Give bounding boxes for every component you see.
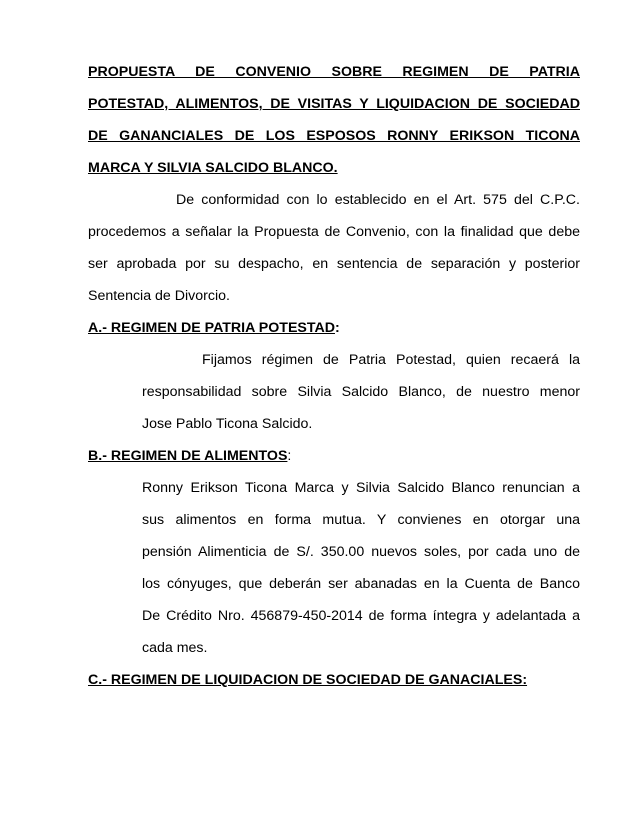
intro-line-1: De conformidad con lo establecido en el Art. 575 del C.P.C. [176,192,580,208]
section-b-line-4: los cónyuges, que deberán ser abanadas en la Cuenta de Banco [142,576,580,592]
section-b-line-5: De Crédito Nro. 456879-450-2014 de forma íntegra y adelantada a [142,608,580,624]
title-line-4: MARCA Y SILVIA SALCIDO BLANCO. [88,160,338,176]
section-b-line-6: cada mes. [142,640,208,656]
section-a-line-2: responsabilidad sobre Silvia Salcido Blanco, de nuestro menor [142,384,580,400]
intro-paragraph [88,184,580,312]
section-b-heading [88,440,580,472]
section-a-heading [88,312,580,344]
section-b-heading-text: B.- REGIMEN DE ALIMENTOS [88,448,288,464]
intro-line-2: procedemos a señalar la Propuesta de Convenio, con la finalidad que debe [88,224,580,240]
section-b [88,440,580,664]
title-line-2: POTESTAD, ALIMENTOS, DE VISITAS Y LIQUIDACION DE SOCIEDAD [88,96,580,112]
section-c-heading: C.- REGIMEN DE LIQUIDACION DE SOCIEDAD DE GANACIALES: [88,672,528,688]
section-a-line-1: Fijamos régimen de Patria Potestad, quien recaerá la [202,352,580,368]
title-line-1: PROPUESTA DE CONVENIO SOBRE REGIMEN DE PATRIA [88,64,580,80]
document-title [88,56,580,184]
intro-line-4: Sentencia de Divorcio. [88,288,230,304]
section-a [88,312,580,440]
section-b-line-2: sus alimentos en forma mutua. Y convienes en otorgar una [142,512,580,528]
section-a-line-3: Jose Pablo Ticona Salcido. [142,416,313,432]
title-line-3: DE GANANCIALES DE LOS ESPOSOS RONNY ERIKSON TICONA [88,128,580,144]
section-a-heading-suffix: : [334,320,340,336]
section-b-heading-suffix: : [287,448,292,464]
section-b-line-1: Ronny Erikson Ticona Marca y Silvia Salcido Blanco renuncian a [142,480,580,496]
section-b-line-3: pensión Alimenticia de S/. 350.00 nuevos soles, por cada uno de [142,544,580,560]
section-a-heading-text: A.- REGIMEN DE PATRIA POTESTAD [88,320,335,336]
section-c [88,664,580,696]
document-page [88,56,580,696]
intro-line-3: ser aprobada por su despacho, en sentencia de separación y posterior [88,256,580,272]
